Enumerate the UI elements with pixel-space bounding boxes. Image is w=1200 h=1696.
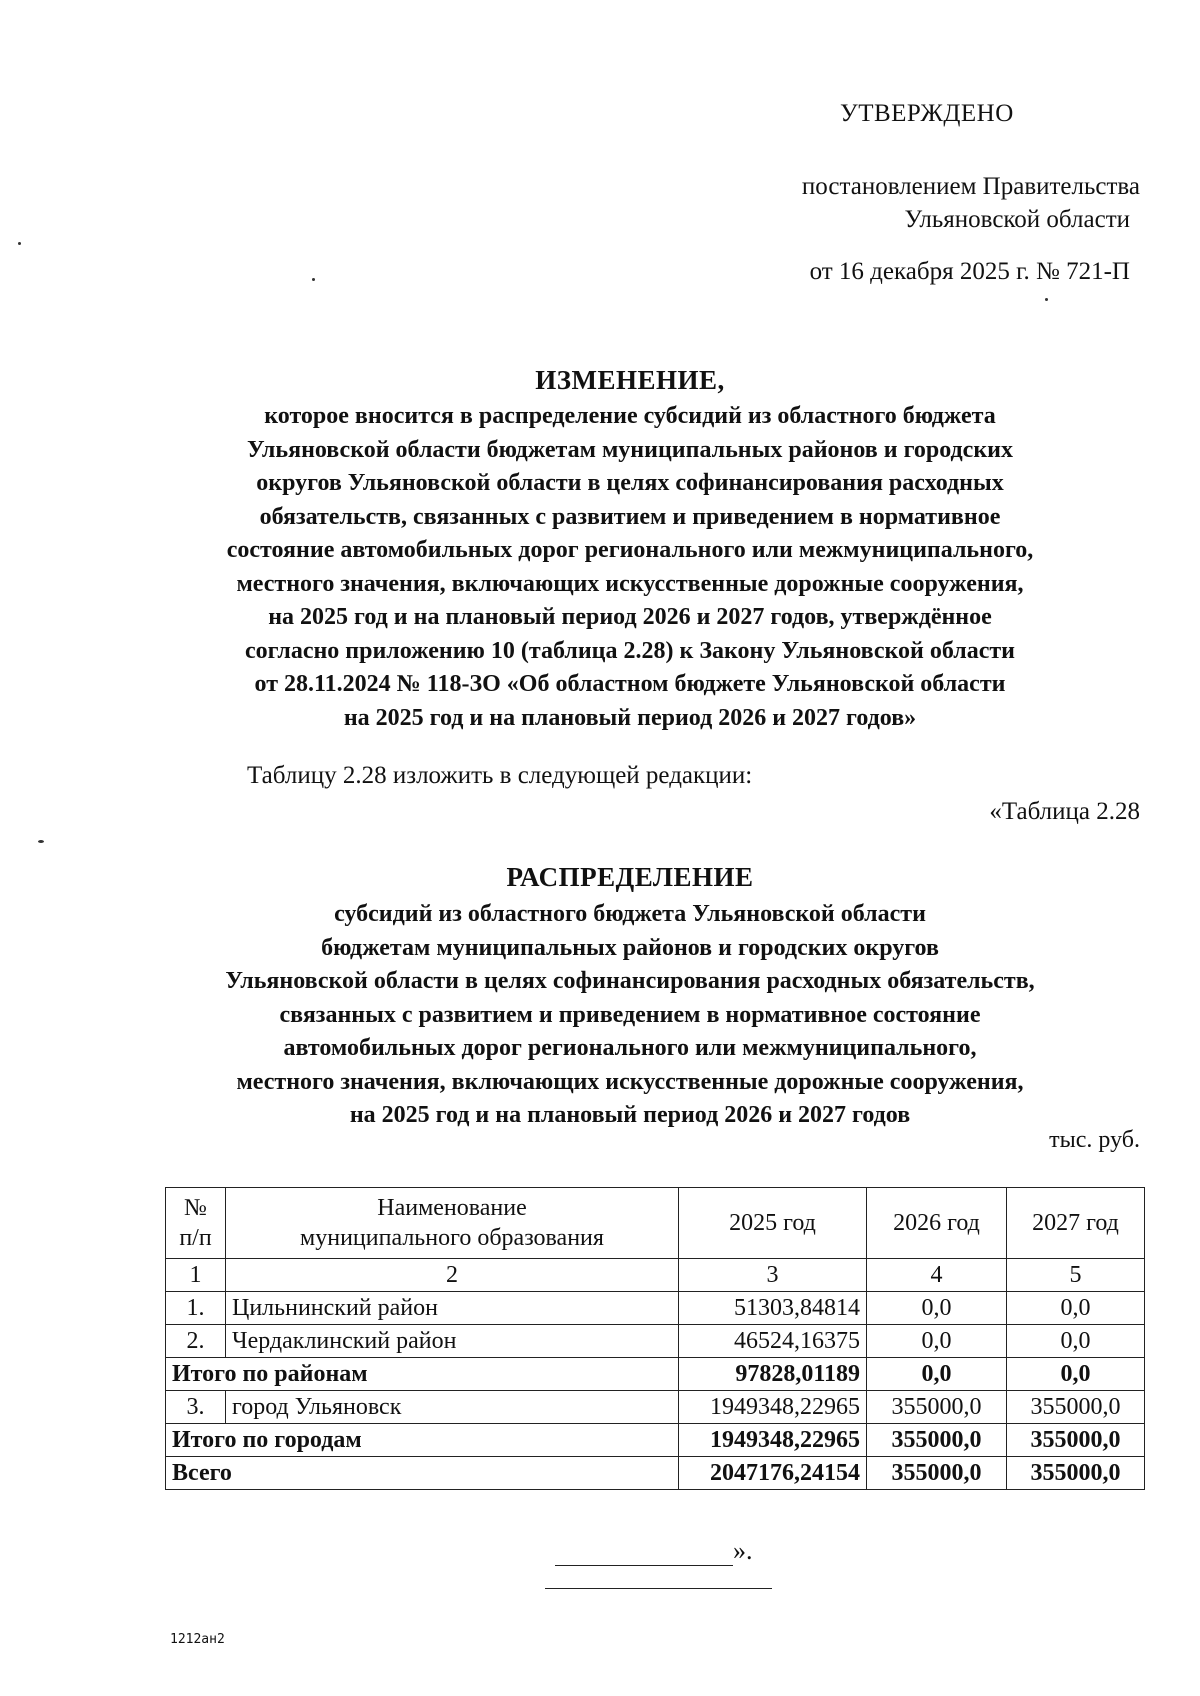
row-2027: 0,0 [1007,1325,1145,1358]
header-2027: 2027 год [1007,1188,1145,1259]
header-number-sign: № [184,1195,207,1221]
row-2026: 0,0 [867,1292,1007,1325]
grand-total-2026: 355000,0 [867,1457,1007,1490]
distribution-title-line: на 2025 год и на плановый период 2026 и 2027 годов [349,1102,911,1128]
units-label: тыс. руб. [1049,1127,1140,1153]
distribution-title-line: субсидий из областного бюджета Ульяновской области [334,901,926,927]
header-2025: 2025 год [679,1188,867,1259]
change-title-line: округов Ульяновской области в целях софинансирования расходных [256,470,1004,496]
table-row [166,1391,1145,1424]
grand-total-row [166,1457,1145,1490]
distribution-heading: РАСПРЕДЕЛЕНИЕ [506,862,754,892]
row-number: 3. [166,1391,226,1424]
grand-total-2027: 355000,0 [1007,1457,1145,1490]
row-2025: 51303,84814 [679,1292,867,1325]
header-2026: 2026 год [867,1188,1007,1259]
row-2027: 0,0 [1007,1292,1145,1325]
approval-line-2: Ульяновской области [904,206,1130,233]
closing-line [555,1536,753,1566]
header-name-line1: Наименование [377,1195,527,1221]
total-districts-row [166,1358,1145,1391]
header-name-line2: муниципального образования [300,1225,604,1251]
row-2027: 355000,0 [1007,1391,1145,1424]
header-name [226,1188,679,1259]
change-title-text [150,400,1110,735]
total-cities-2026: 355000,0 [867,1424,1007,1457]
row-name: Чердаклинский район [226,1325,679,1358]
row-number: 1. [166,1292,226,1325]
table-header-row [166,1188,1145,1259]
approval-label: УТВЕРЖДЕНО [840,100,1014,127]
table-reference: «Таблица 2.28 [989,798,1140,825]
total-districts-2025: 97828,01189 [679,1358,867,1391]
distribution-title-line: связанных с развитием и приведением в нормативное состояние [279,1001,981,1028]
distribution-title-line: Ульяновской области в целях софинансирования расходных обязательств, [225,968,1035,994]
row-2026: 355000,0 [867,1391,1007,1424]
col-number: 5 [1007,1259,1145,1292]
total-districts-2027: 0,0 [1007,1358,1145,1391]
change-title-line: местного значения, включающих искусственные дорожные сооружения, [236,570,1024,597]
distribution-table [165,1187,1145,1490]
change-title-line: которое вносится в распределение субсидий из областного бюджета [264,403,996,429]
table-row [166,1292,1145,1325]
row-name: город Ульяновск [226,1391,679,1424]
grand-total-label: Всего [166,1457,679,1490]
approval-line-1: постановлением Правительства [801,173,1140,200]
distribution-title-line: местного значения, включающих искусственные дорожные сооружения, [236,1068,1024,1095]
total-cities-row [166,1424,1145,1457]
column-numbers-row [166,1259,1145,1292]
table-row [166,1325,1145,1358]
total-districts-label: Итого по районам [166,1358,679,1391]
distribution-title-line: бюджетам муниципальных районов и городских округов [321,934,939,961]
change-title-line: на 2025 год и на плановый период 2026 и 2027 годов» [343,704,917,731]
change-title-line: от 28.11.2024 № 118-ЗО «Об областном бюджете Ульяновской области [254,671,1006,697]
total-cities-label: Итого по городам [166,1424,679,1457]
change-title-line: обязательств, связанных с развитием и приведением в нормативное [259,503,1001,530]
col-number: 2 [226,1259,679,1292]
col-number: 4 [867,1259,1007,1292]
change-title-line: Ульяновской области бюджетам муниципальных районов и городских [247,436,1013,463]
change-title-line: на 2025 год и на плановый период 2026 и 2027 годов, утверждённое [268,604,992,630]
separator-line [545,1588,772,1589]
col-number: 3 [679,1259,867,1292]
change-title-line: согласно приложению 10 (таблица 2.28) к Закону Ульяновской области [245,637,1015,664]
scan-speck [38,840,44,843]
header-number-label: п/п [179,1225,212,1251]
header-number [166,1188,226,1259]
distribution-title-text [150,898,1110,1133]
total-cities-2025: 1949348,22965 [679,1424,867,1457]
change-heading: ИЗМЕНЕНИЕ, [535,365,725,395]
total-cities-2027: 355000,0 [1007,1424,1145,1457]
row-2025: 46524,16375 [679,1325,867,1358]
row-2025: 1949348,22965 [679,1391,867,1424]
scan-speck [312,278,315,281]
scan-speck [1045,298,1048,301]
intro-text: Таблицу 2.28 изложить в следующей редакции: [247,762,753,789]
document-code: 1212ан2 [170,1632,225,1647]
col-number: 1 [166,1259,226,1292]
distribution-title-line: автомобильных дорог регионального или межмуниципального, [283,1035,977,1061]
closing-mark: ». [733,1536,753,1565]
scan-speck [18,242,21,245]
grand-total-2025: 2047176,24154 [679,1457,867,1490]
approval-date-line: от 16 декабря 2025 г. № 721-П [809,258,1130,285]
row-2026: 0,0 [867,1325,1007,1358]
row-name: Цильнинский район [226,1292,679,1325]
change-title-line: состояние автомобильных дорог регионального или межмуниципального, [226,537,1034,563]
row-number: 2. [166,1325,226,1358]
total-districts-2026: 0,0 [867,1358,1007,1391]
closing-underline [555,1539,733,1566]
